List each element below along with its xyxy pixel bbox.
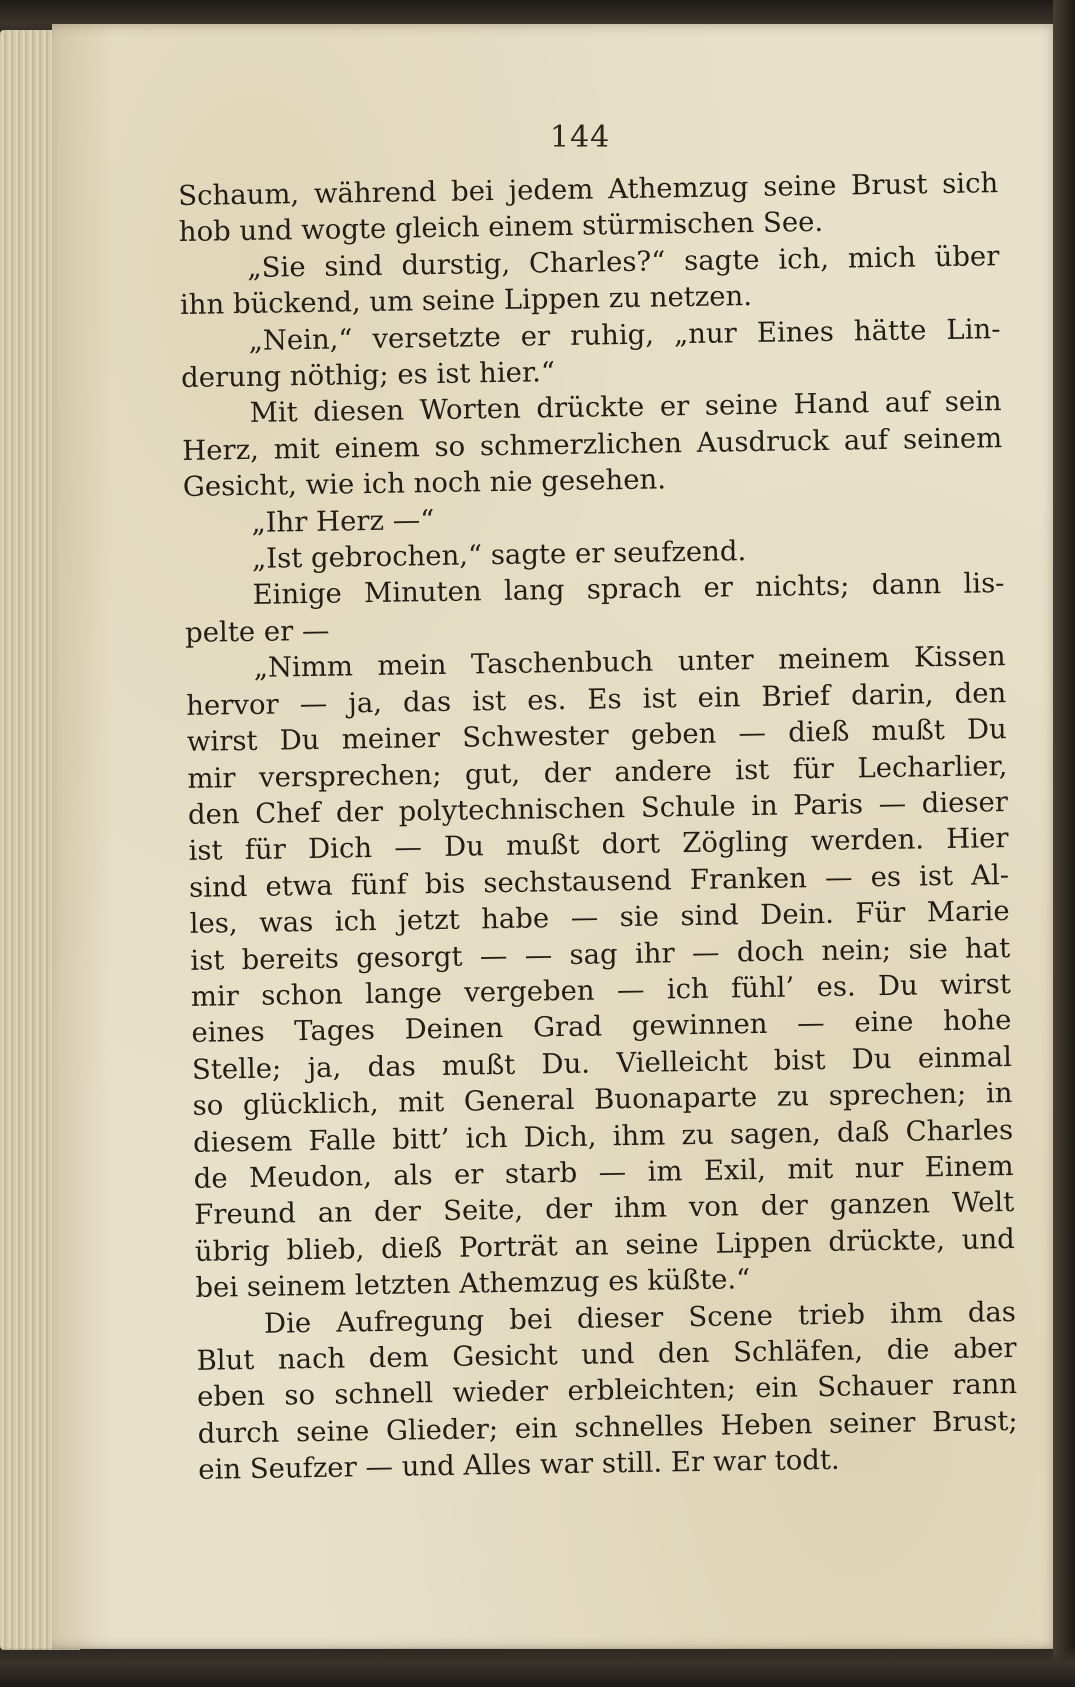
- text-line: ist für Dich — Du mußt dort Zögling werden. Hier: [188, 822, 1009, 868]
- text-line: Stelle; ja, das mußt Du. Vielleicht bist Du einmal: [191, 1040, 1013, 1086]
- right-binding: [1053, 0, 1075, 1687]
- text-line: mir versprechen; gut, der andere ist für Lecharlier,: [187, 749, 1008, 795]
- page-number: 144: [550, 120, 611, 155]
- text-line: Die Aufregung bei dieser Scene trieb ihm das: [263, 1295, 1017, 1340]
- text-line: sind etwa fünf bis sechstausend Franken — es ist Al-: [188, 858, 1010, 904]
- text-line: diesem Falle bitt’ ich Dich, ihm zu sagen, daß Charles: [192, 1113, 1014, 1159]
- text-line: Mit diesen Worten drückte er seine Hand auf sein: [249, 385, 1002, 430]
- text-line: „Ihr Herz —“: [251, 503, 435, 539]
- text-line: wirst Du meiner Schwester geben — dieß mußt Du: [186, 713, 1008, 759]
- text-line: ihn bückend, um seine Lippen zu netzen.: [179, 280, 753, 322]
- text-line: Blut nach dem Gesicht und den Schläfen, die aber: [196, 1331, 1017, 1377]
- text-line: hob und wogte gleich einem stürmischen See.: [178, 206, 824, 249]
- text-line: ein Seufzer — und Alles war still. Er war todt.: [198, 1443, 840, 1487]
- text-line: Gesicht, wie ich noch nie gesehen.: [182, 463, 667, 504]
- text-line: eines Tages Deinen Grad gewinnen — eine hohe: [191, 1004, 1012, 1050]
- text-line: Freund an der Seite, der ihm von der ganzen Welt: [194, 1186, 1015, 1232]
- bottom-shadow: [0, 1647, 1075, 1687]
- text-line: durch seine Glieder; ein schnelles Heben seiner Brust;: [197, 1404, 1018, 1450]
- text-line: Herz, mit einem so schmerzlichen Ausdruck auf seinem: [182, 421, 1003, 467]
- text-line: „Nein,“ versetzte er ruhig, „nur Eines hätte Lin-: [248, 312, 1001, 357]
- text-line: so glücklich, mit General Buonaparte zu sprechen; in: [192, 1077, 1013, 1123]
- text-line: „Sie sind durstig, Charles?“ sagte ich, mich über: [247, 239, 1000, 284]
- text-line: Einige Minuten lang sprach er nichts; dann lis-: [252, 567, 1005, 612]
- text-line: hervor — ja, das ist es. Es ist ein Brief darin, den: [186, 676, 1007, 722]
- text-line: eben so schnell wieder erbleichten; ein Schauer rann: [196, 1368, 1018, 1414]
- text-line: Schaum, während bei jedem Athemzug seine Brust sich: [178, 167, 999, 212]
- text-line: ist bereits gesorgt — — sag ihr — doch nein; sie hat: [190, 931, 1011, 977]
- text-line: übrig blieb, dieß Porträt an seine Lippen drückte, und: [194, 1222, 1016, 1268]
- text-line: de Meudon, als er starb — im Exil, mit nur Einem: [193, 1149, 1014, 1195]
- text-line: derung nöthig; es ist hier.“: [180, 356, 556, 395]
- text-line: mir schon lange vergeben — ich fühl’ es. Du wirst: [190, 967, 1012, 1013]
- text-line: pelte er —: [184, 614, 330, 649]
- text-line: les, was ich jetzt habe — sie sind Dein. Für Marie: [189, 895, 1010, 941]
- body-text: [178, 165, 1018, 1488]
- text-line: den Chef der polytechnischen Schule in Paris — dieser: [187, 785, 1009, 831]
- text-line: bei seinem letzten Athemzug es küßte.“: [195, 1263, 751, 1305]
- text-line: „Nimm mein Taschenbuch unter meinem Kissen: [253, 640, 1006, 685]
- text-line: „Ist gebrochen,“ sagte er seufzend.: [251, 535, 747, 575]
